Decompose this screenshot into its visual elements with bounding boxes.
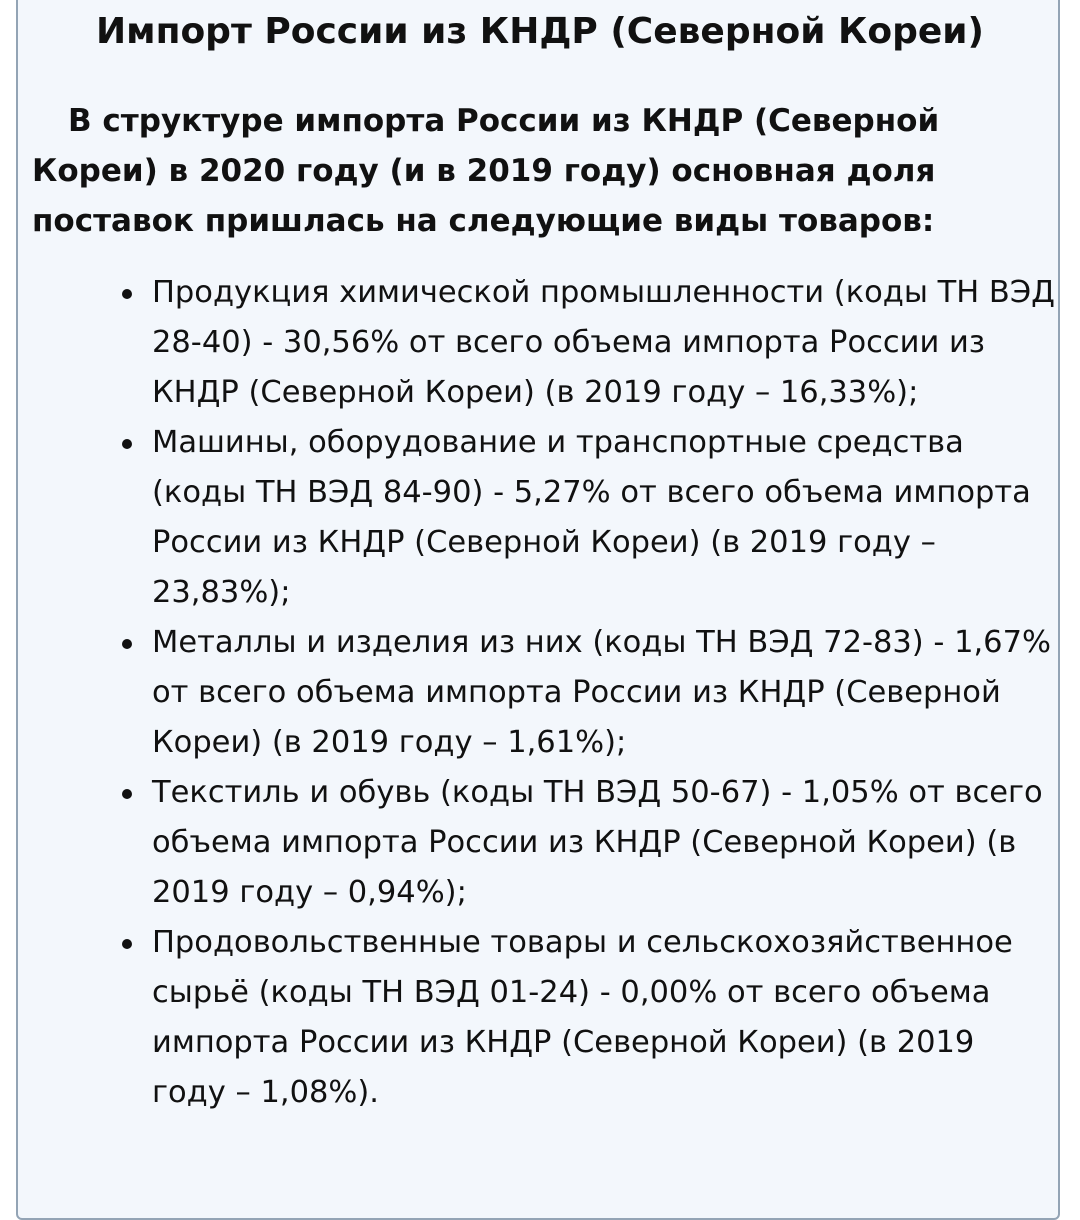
list-item [122,768,1057,918]
page-title: Импорт России из КНДР (Северной Кореи) [96,11,984,52]
bullet-icon [122,289,132,299]
list-item-text: Текстиль и обувь (коды ТН ВЭД 50-67) - 1,05% от всего объема импорта России из КНДР (Северной Кореи) (в 2019 году – 0,94%); [152,775,1043,910]
goods-list [122,268,1057,1118]
content-card [16,0,1060,1220]
bullet-icon [122,789,132,799]
list-item [122,618,1057,768]
list-item-text: Машины, оборудование и транспортные средства (коды ТН ВЭД 84-90) - 5,27% от всего объема импорта России из КНДР (Северной Кореи) (в 2019 году – 23,83%); [152,425,1031,610]
list-item [122,418,1057,618]
list-item-text: Продукция химической промышленности (коды ТН ВЭД 28-40) - 30,56% от всего объема импорта России из КНДР (Северной Кореи) (в 2019 году – 16,33%); [152,275,1055,410]
list-item-text: Продовольственные товары и сельскохозяйственное сырьё (коды ТН ВЭД 01-24) - 0,00% от всего объема импорта России из КНДР (Северной Кореи) (в 2019 году – 1,08%). [152,925,1013,1110]
list-item [122,268,1057,418]
bullet-icon [122,939,132,949]
bullet-icon [122,439,132,449]
bullet-icon [122,639,132,649]
intro-paragraph [32,96,1032,246]
list-item-text: Металлы и изделия из них (коды ТН ВЭД 72-83) - 1,67% от всего объема импорта России из КНДР (Северной Кореи) (в 2019 году – 1,61%); [152,625,1051,760]
list-item [122,918,1057,1118]
intro-text: В структуре импорта России из КНДР (Северной Кореи) в 2020 году (и в 2019 году) основная доля поставок пришлась на следующие виды товаров: [32,103,940,239]
